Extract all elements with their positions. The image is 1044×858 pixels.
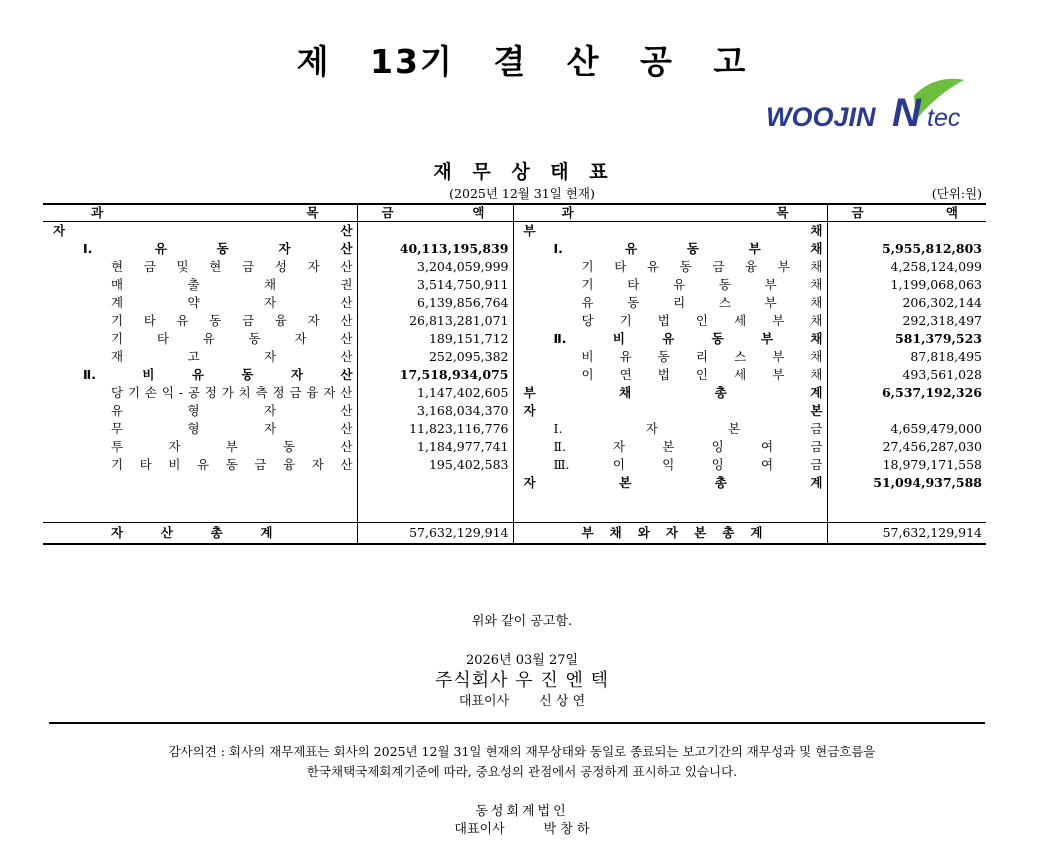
liability-item-label	[518, 456, 823, 474]
label-char: 와	[637, 524, 650, 540]
liability-item-amount: 1,199,068,063	[827, 276, 986, 294]
label-char: 인	[695, 367, 708, 382]
label-char: 동	[627, 295, 640, 310]
table-row	[43, 420, 986, 438]
statement-title: 재 무 상 태 표	[433, 161, 611, 183]
table-row	[43, 258, 986, 276]
label-char: 세	[734, 367, 747, 382]
label-char: 산	[340, 457, 353, 472]
liability-item-label	[518, 330, 823, 348]
label-char: 스	[718, 295, 731, 310]
page-title: 제 13기 결 산 공 고	[296, 42, 748, 81]
section-divider	[49, 722, 985, 724]
asset-item-label	[47, 294, 353, 312]
label-char: 자	[290, 367, 303, 382]
liability-item-label	[518, 474, 823, 492]
label-char: 정	[204, 385, 217, 400]
label-char: 유	[154, 241, 167, 256]
label-char: 계	[810, 385, 823, 400]
label-char: 채	[609, 524, 622, 540]
label-char: 채	[810, 349, 823, 364]
asset-item-label	[47, 348, 353, 366]
label-char: 채	[810, 277, 823, 292]
spacer-row	[43, 492, 986, 522]
label-char: 타	[614, 259, 627, 274]
asset-item-amount: 17,518,934,075	[357, 366, 513, 384]
label-char: 채	[810, 367, 823, 382]
label-char: 법	[657, 313, 670, 328]
roman-numeral: Ⅰ.	[553, 421, 563, 436]
label-char: 당	[581, 313, 594, 328]
liab-section-right: 채	[810, 223, 823, 238]
label-char: 동	[679, 259, 692, 274]
label-char: 자	[523, 403, 536, 418]
liability-item-amount	[827, 402, 986, 420]
label-char: 본	[619, 475, 632, 490]
audit-firm-name: 동성회계법인	[475, 804, 569, 819]
label-char: 금	[712, 259, 725, 274]
liability-item-amount: 87,818,495	[827, 348, 986, 366]
label-char: 성	[274, 259, 287, 274]
table-row	[43, 456, 986, 474]
liability-item-label	[518, 366, 823, 384]
roman-numeral: Ⅲ.	[553, 457, 570, 472]
label-char: 채	[810, 259, 823, 274]
company-ceo: 대표이사 신 상 연	[458, 694, 586, 709]
audit-firm-ceo: 대표이사 박 창 하	[454, 822, 590, 837]
label-char: 기	[111, 457, 124, 472]
label-char: 공	[187, 385, 200, 400]
assets-section-right: 산	[340, 223, 353, 238]
label-char: 자	[278, 241, 291, 256]
label-char: 본	[662, 439, 675, 454]
asset-item-label	[47, 420, 353, 438]
liability-item-amount: 6,537,192,326	[827, 384, 986, 402]
col-header-subject-right: 목	[776, 205, 789, 220]
label-char: 자	[307, 313, 320, 328]
liability-item-amount: 51,094,937,588	[827, 474, 986, 492]
col-header-subject-left: 과	[561, 205, 574, 220]
label-char: 자	[612, 439, 625, 454]
label-char: 자	[168, 439, 181, 454]
asset-item-amount	[357, 474, 513, 492]
label-char: 및	[176, 259, 189, 274]
label-char: 채	[619, 385, 632, 400]
label-char: 당	[111, 385, 124, 400]
col-header-subject-right: 목	[306, 205, 319, 220]
liability-item-label	[518, 312, 823, 330]
liability-item-label	[518, 276, 823, 294]
label-char: 비	[581, 349, 594, 364]
asset-item-label	[47, 384, 353, 402]
financial-position-table	[43, 203, 986, 545]
label-char: 자	[263, 349, 277, 364]
roman-numeral: Ⅱ.	[553, 439, 566, 454]
label-char: 부	[523, 385, 536, 400]
asset-item-amount: 3,168,034,370	[357, 402, 513, 420]
liability-item-amount: 5,955,812,803	[827, 240, 986, 258]
label-char: 자	[111, 524, 124, 540]
label-char: 연	[619, 367, 632, 382]
label-char: 금	[810, 421, 823, 436]
asset-item-amount: 1,147,402,605	[357, 384, 513, 402]
asset-item-amount: 252,095,382	[357, 348, 513, 366]
table-header-row	[43, 204, 986, 222]
table-row	[43, 276, 986, 294]
liability-item-amount: 4,659,479,000	[827, 420, 986, 438]
label-char: 융	[306, 385, 319, 400]
liability-item-label	[518, 258, 823, 276]
liability-item-label	[518, 384, 823, 402]
label-char: 계	[111, 295, 124, 310]
label-char: 형	[187, 421, 200, 436]
liability-item-label	[518, 348, 823, 366]
label-char: 유	[625, 241, 638, 256]
asset-item-label	[47, 258, 353, 276]
label-char: 자	[294, 331, 307, 346]
table-row	[43, 330, 986, 348]
label-char: 총	[714, 385, 727, 400]
label-char: 유	[646, 259, 659, 274]
label-char: 동	[209, 313, 222, 328]
col-header-amount-right: 액	[945, 205, 958, 220]
label-char: 본	[810, 403, 823, 418]
asset-item-label	[47, 456, 353, 474]
roman-numeral: Ⅰ.	[553, 241, 563, 256]
label-char: 기	[581, 277, 594, 292]
label-char: 금	[242, 259, 255, 274]
label-char: 동	[686, 241, 699, 256]
label-char: 기	[581, 259, 594, 274]
label-char: 타	[143, 313, 156, 328]
label-char: 금	[254, 457, 267, 472]
label-char: 자	[263, 295, 277, 310]
label-char: 총	[210, 524, 223, 540]
table-row	[43, 474, 986, 492]
label-char: 유	[202, 331, 215, 346]
col-header-amount-left: 금	[381, 205, 394, 220]
label-char: 유	[619, 349, 632, 364]
label-char: 재	[111, 349, 124, 364]
asset-item-amount: 3,514,750,911	[357, 276, 513, 294]
label-char: 비	[168, 457, 181, 472]
label-char: 산	[340, 385, 353, 400]
label-char: 자	[323, 385, 336, 400]
label-char: 부	[225, 439, 238, 454]
label-char: 유	[111, 403, 124, 418]
asset-item-amount: 26,813,281,071	[357, 312, 513, 330]
statement-date: (2025년 12월 31일 현재)	[449, 186, 595, 201]
label-char: 부	[764, 277, 777, 292]
liability-item-label	[518, 294, 823, 312]
liability-item-label	[518, 240, 823, 258]
logo-letter-n: N	[892, 91, 921, 134]
liability-item-amount: 27,456,287,030	[827, 438, 986, 456]
asset-item-label	[47, 240, 353, 258]
label-char: 동	[241, 367, 254, 382]
label-char: 금	[242, 313, 255, 328]
asset-item-label	[47, 330, 353, 348]
label-char: 익	[662, 457, 675, 472]
label-char: 현	[111, 259, 124, 274]
label-char: 손	[144, 385, 157, 400]
liability-item-label	[518, 420, 823, 438]
logo-word-tec: tec	[927, 104, 961, 132]
label-char: 융	[274, 313, 287, 328]
label-char: 자	[263, 421, 277, 436]
label-char: 자	[311, 457, 324, 472]
label-char: 타	[139, 457, 152, 472]
label-char: 채	[810, 295, 823, 310]
label-char: 부	[772, 367, 785, 382]
label-char: 동	[225, 457, 238, 472]
label-char: 가	[221, 385, 234, 400]
table-row	[43, 366, 986, 384]
liability-item-amount: 581,379,523	[827, 330, 986, 348]
label-char: 계	[810, 475, 823, 490]
label-char: 동	[718, 277, 731, 292]
asset-item-label	[47, 276, 353, 294]
label-char: 자	[307, 259, 320, 274]
label-char: 부	[772, 349, 785, 364]
label-char: 본	[694, 524, 707, 540]
label-char: 부	[760, 331, 774, 346]
label-char: 이	[612, 457, 625, 472]
label-char: 유	[191, 367, 204, 382]
asset-item-label	[47, 366, 353, 384]
label-char: 금	[143, 259, 156, 274]
label-char: 산	[340, 439, 353, 454]
label-char: 비	[612, 331, 625, 346]
audit-opinion-line-1: 감사의견 : 회사의 재무제표는 회사의 2025년 12월 31일 현재의 재무상태와 동일로 종료되는 보고기간의 재무성과 및 현금흐름을	[168, 744, 876, 759]
publication-date: 2026년 03월 27일	[465, 653, 579, 668]
label-char: 매	[111, 277, 124, 292]
label-char: 총	[714, 475, 727, 490]
label-char: 무	[111, 421, 124, 436]
label-char: 기	[111, 331, 124, 346]
roman-numeral: Ⅰ.	[83, 241, 93, 256]
label-char: 여	[760, 439, 774, 454]
label-char: 동	[657, 349, 670, 364]
company-logo	[764, 78, 974, 134]
label-char: 유	[176, 313, 189, 328]
label-char: 부	[764, 295, 777, 310]
label-char: 동	[216, 241, 229, 256]
label-char: 산	[340, 241, 353, 256]
asset-item-label	[47, 402, 353, 420]
label-char: 부	[772, 313, 785, 328]
label-char: 산	[340, 295, 353, 310]
label-char: 금	[289, 385, 302, 400]
label-char: 이	[581, 367, 594, 382]
label-char: 금	[810, 457, 823, 472]
label-char: 자	[665, 524, 678, 540]
label-char: 유	[197, 457, 210, 472]
label-char: 동	[283, 439, 296, 454]
label-char: 기	[127, 385, 141, 400]
label-char: 채	[263, 277, 277, 292]
total-liab-equity-amount: 57,632,129,914	[827, 522, 986, 544]
label-char: 유	[673, 277, 686, 292]
roman-numeral: Ⅱ.	[553, 331, 567, 346]
liability-item-amount: 18,979,171,558	[827, 456, 986, 474]
label-char: 동	[248, 331, 261, 346]
label-char: 부	[777, 259, 790, 274]
label-char: 여	[760, 457, 774, 472]
table-row	[43, 294, 986, 312]
liability-item-label	[518, 402, 823, 420]
label-char: 계	[750, 524, 763, 540]
asset-item-amount: 1,184,977,741	[357, 438, 513, 456]
label-char: 동	[711, 331, 724, 346]
label-char: 약	[187, 295, 200, 310]
label-char: 출	[187, 277, 200, 292]
label-char: 산	[340, 367, 353, 382]
notice-text: 위와 같이 공고함.	[471, 614, 573, 629]
audit-opinion-line-2: 한국채택국제회계기준에 따라, 중요성의 관점에서 공정하게 표시하고 있습니다.	[306, 764, 738, 779]
label-char: 측	[255, 385, 268, 400]
label-char: 투	[111, 439, 124, 454]
table-row	[43, 402, 986, 420]
asset-item-amount: 189,151,712	[357, 330, 513, 348]
asset-item-label	[47, 438, 353, 456]
label-char: 산	[340, 349, 353, 364]
section-header-row	[43, 222, 986, 241]
label-char: 계	[260, 524, 273, 540]
label-char: 융	[283, 457, 296, 472]
label-char: 산	[340, 331, 353, 346]
label-char: 인	[695, 313, 708, 328]
label-char: 세	[734, 313, 747, 328]
label-char: 치	[238, 385, 251, 400]
label-char: 자	[645, 421, 658, 436]
label-char: 기	[619, 313, 632, 328]
table-row	[43, 348, 986, 366]
label-char: 금	[810, 439, 823, 454]
label-char: 유	[662, 331, 675, 346]
unit-label: (단위:원)	[931, 186, 982, 201]
label-char: 기	[111, 313, 124, 328]
asset-item-amount: 195,402,583	[357, 456, 513, 474]
label-char: 형	[187, 403, 200, 418]
label-char: 산	[340, 313, 353, 328]
label-char: 산	[340, 421, 353, 436]
label-char: 법	[657, 367, 670, 382]
label-char: 비	[142, 367, 155, 382]
label-char: 잉	[711, 457, 724, 472]
asset-item-amount: 3,204,059,999	[357, 258, 513, 276]
liability-item-amount: 292,318,497	[827, 312, 986, 330]
asset-item-label	[47, 312, 353, 330]
liability-item-amount: 493,561,028	[827, 366, 986, 384]
asset-item-amount: 40,113,195,839	[357, 240, 513, 258]
table-row	[43, 438, 986, 456]
label-char: 스	[734, 349, 747, 364]
table-row	[43, 312, 986, 330]
label-char: 권	[340, 277, 353, 292]
label-char: 본	[728, 421, 741, 436]
total-row	[43, 522, 986, 544]
label-char: 리	[673, 295, 686, 310]
label-char: 부	[581, 524, 594, 540]
label-char: 자	[263, 403, 277, 418]
label-char: 고	[187, 349, 200, 364]
label-char: 부	[748, 241, 761, 256]
label-char: 산	[340, 403, 353, 418]
liability-item-amount: 4,258,124,099	[827, 258, 986, 276]
total-liab-equity-label	[518, 523, 823, 543]
label-char: 산	[340, 259, 353, 274]
liab-section-left: 부	[523, 223, 536, 238]
label-char: 총	[722, 524, 735, 540]
label-char: 유	[581, 295, 594, 310]
label-char: 타	[156, 331, 169, 346]
label-char: 정	[272, 385, 285, 400]
col-header-amount-right: 액	[472, 205, 485, 220]
label-char: 산	[160, 524, 173, 540]
company-name: 주식회사 우 진 엔 텍	[435, 670, 609, 691]
asset-item-amount: 11,823,116,776	[357, 420, 513, 438]
label-char: 현	[209, 259, 222, 274]
col-header-amount-left: 금	[851, 205, 864, 220]
label-char: 잉	[711, 439, 724, 454]
asset-item-amount: 6,139,856,764	[357, 294, 513, 312]
liability-item-label	[518, 438, 823, 456]
total-assets-label	[47, 523, 353, 543]
liability-item-amount: 206,302,144	[827, 294, 986, 312]
label-char: 융	[745, 259, 758, 274]
label-char: -	[178, 385, 183, 400]
label-char: 리	[695, 349, 708, 364]
total-assets-amount: 57,632,129,914	[357, 522, 513, 544]
label-char: 익	[161, 385, 174, 400]
logo-word-woojin: WOOJIN	[766, 102, 876, 132]
roman-numeral: Ⅱ.	[83, 367, 96, 382]
label-char: 타	[627, 277, 640, 292]
label-char: 채	[810, 241, 823, 256]
col-header-subject-left: 과	[91, 205, 104, 220]
label-char: 자	[523, 475, 536, 490]
label-char: 채	[810, 313, 823, 328]
woojin-ntec-logo	[764, 78, 974, 134]
table-row	[43, 384, 986, 402]
assets-section-left: 자	[53, 223, 66, 238]
table-row	[43, 240, 986, 258]
label-char: 채	[810, 331, 823, 346]
